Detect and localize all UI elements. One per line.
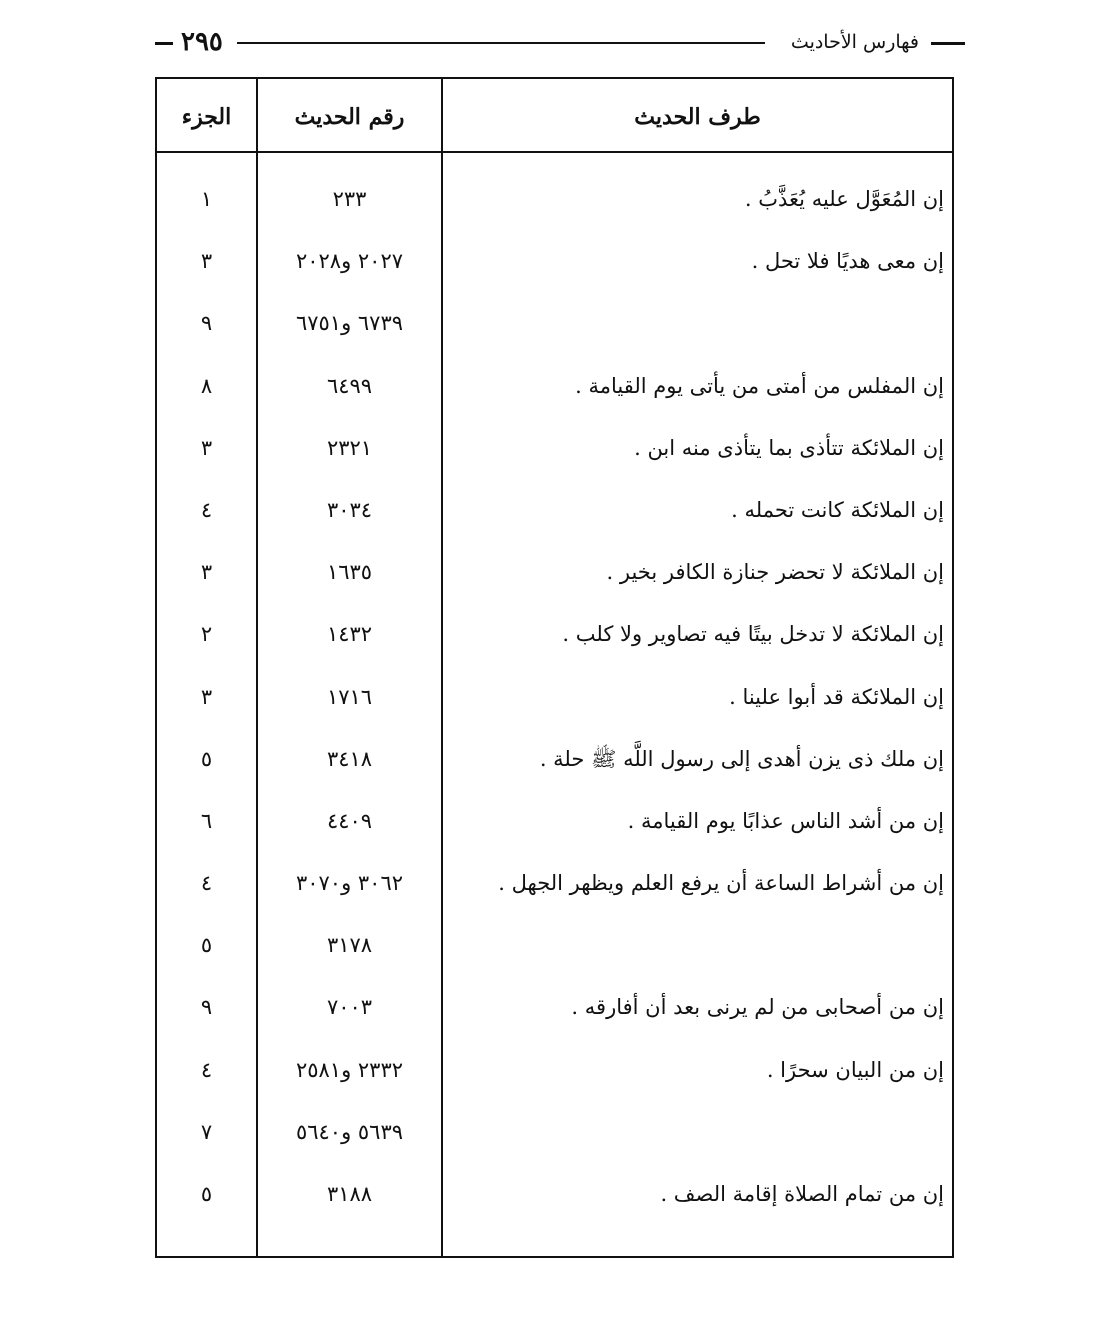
table-row — [157, 796, 952, 858]
hadith-number-cell: ٢٣٢١ — [326, 435, 373, 460]
table-row — [157, 734, 952, 796]
header-dash-left — [155, 42, 173, 45]
column-header-hadith-number: رقم الحديث — [294, 104, 405, 130]
hadith-number-cell: ٦٧٣٩ و٦٧٥١ — [295, 311, 404, 336]
header-dash-right — [931, 42, 965, 45]
hadith-number-cell: ٧٠٠٣ — [326, 995, 373, 1020]
hadith-number-cell: ٣١٧٨ — [326, 933, 373, 958]
table-row — [157, 858, 952, 920]
part-cell: ٢ — [200, 622, 213, 647]
header-row-rule — [157, 151, 952, 153]
hadith-number-cell: ١٧١٦ — [326, 684, 373, 709]
hadith-text-cell: إن من البيان سحرًا . — [766, 1057, 944, 1082]
table-body — [157, 174, 952, 1231]
table-row — [157, 174, 952, 236]
table-row — [157, 1169, 952, 1231]
table-row — [157, 920, 952, 982]
part-cell: ٤ — [200, 497, 213, 522]
part-cell: ٥ — [200, 746, 213, 771]
hadith-text-cell: إن ملك ذى يزن أهدى إلى رسول اللَّه ﷺ حلة . — [539, 746, 944, 771]
part-cell: ٣ — [200, 684, 213, 709]
table-row — [157, 236, 952, 298]
table-row — [157, 1107, 952, 1169]
part-cell: ٤ — [200, 871, 213, 896]
page-number: ٢٩٥ — [181, 27, 223, 57]
hadith-number-cell: ٣٠٣٤ — [326, 497, 373, 522]
column-header-hadith-text: طرف الحديث — [634, 104, 761, 130]
table-row — [157, 298, 952, 360]
table-row — [157, 361, 952, 423]
table-row — [157, 423, 952, 485]
table-row — [157, 609, 952, 671]
hadith-text-cell: إن المُعَوَّل عليه يُعَذَّبُ . — [744, 187, 944, 211]
hadith-number-cell: ٣١٨٨ — [326, 1182, 373, 1206]
hadith-number-cell: ٣٤١٨ — [326, 746, 373, 771]
table-row — [157, 1045, 952, 1107]
table-row — [157, 485, 952, 547]
header-title: فهارس الأحاديث — [790, 31, 919, 53]
part-cell: ٥ — [200, 1182, 213, 1206]
hadith-number-cell: ٣٠٦٢ و٣٠٧٠ — [295, 871, 404, 896]
hadith-text-cell: إن من تمام الصلاة إقامة الصف . — [660, 1182, 944, 1206]
hadith-text-cell: إن الملائكة لا تدخل بيتًا فيه تصاوير ولا كلب . — [562, 622, 944, 647]
hadith-number-cell: ٦٤٩٩ — [326, 373, 373, 398]
hadith-number-cell: ٢٣٣ — [332, 187, 367, 211]
hadith-number-cell: ١٤٣٢ — [326, 622, 373, 647]
part-cell: ٨ — [200, 373, 213, 398]
part-cell: ٩ — [200, 995, 213, 1020]
hadith-number-cell: ٢٣٣٢ و٢٥٨١ — [295, 1057, 404, 1082]
page-header — [155, 24, 965, 64]
part-cell: ٥ — [200, 933, 213, 958]
hadith-text-cell: إن الملائكة كانت تحمله . — [731, 497, 944, 522]
hadith-number-cell: ٢٠٢٧ و٢٠٢٨ — [295, 249, 404, 274]
hadith-text-cell: إن من أشد الناس عذابًا يوم القيامة . — [627, 808, 944, 833]
hadith-text-cell: إن من أشراط الساعة أن يرفع العلم ويظهر الجهل . — [498, 871, 944, 896]
hadith-number-cell: ٤٤٠٩ — [326, 808, 373, 833]
part-cell: ٩ — [200, 311, 213, 336]
hadith-text-cell: إن الملائكة لا تحضر جنازة الكافر بخير . — [606, 560, 944, 585]
table-row — [157, 982, 952, 1044]
part-cell: ١ — [200, 187, 213, 211]
hadith-index-table — [155, 77, 954, 1258]
table-row — [157, 547, 952, 609]
column-header-part: الجزء — [181, 104, 232, 130]
hadith-text-cell: إن الملائكة تتأذى بما يتأذى منه ابن . — [634, 435, 944, 460]
part-cell: ٣ — [200, 435, 213, 460]
hadith-text-cell: إن الملائكة قد أبوا علينا . — [729, 684, 944, 709]
hadith-text-cell: إن من أصحابى من لم يرنى بعد أن أفارقه . — [571, 995, 944, 1020]
hadith-text-cell: إن المفلس من أمتى من يأتى يوم القيامة . — [575, 373, 944, 398]
part-cell: ٧ — [200, 1119, 213, 1144]
header-rule — [237, 42, 765, 44]
part-cell: ٤ — [200, 1057, 213, 1082]
part-cell: ٣ — [200, 249, 213, 274]
part-cell: ٦ — [200, 808, 213, 833]
part-cell: ٣ — [200, 560, 213, 585]
hadith-number-cell: ٥٦٣٩ و٥٦٤٠ — [295, 1119, 404, 1144]
table-row — [157, 672, 952, 734]
hadith-text-cell: إن معى هديًا فلا تحل . — [751, 249, 944, 274]
hadith-number-cell: ١٦٣٥ — [326, 560, 373, 585]
